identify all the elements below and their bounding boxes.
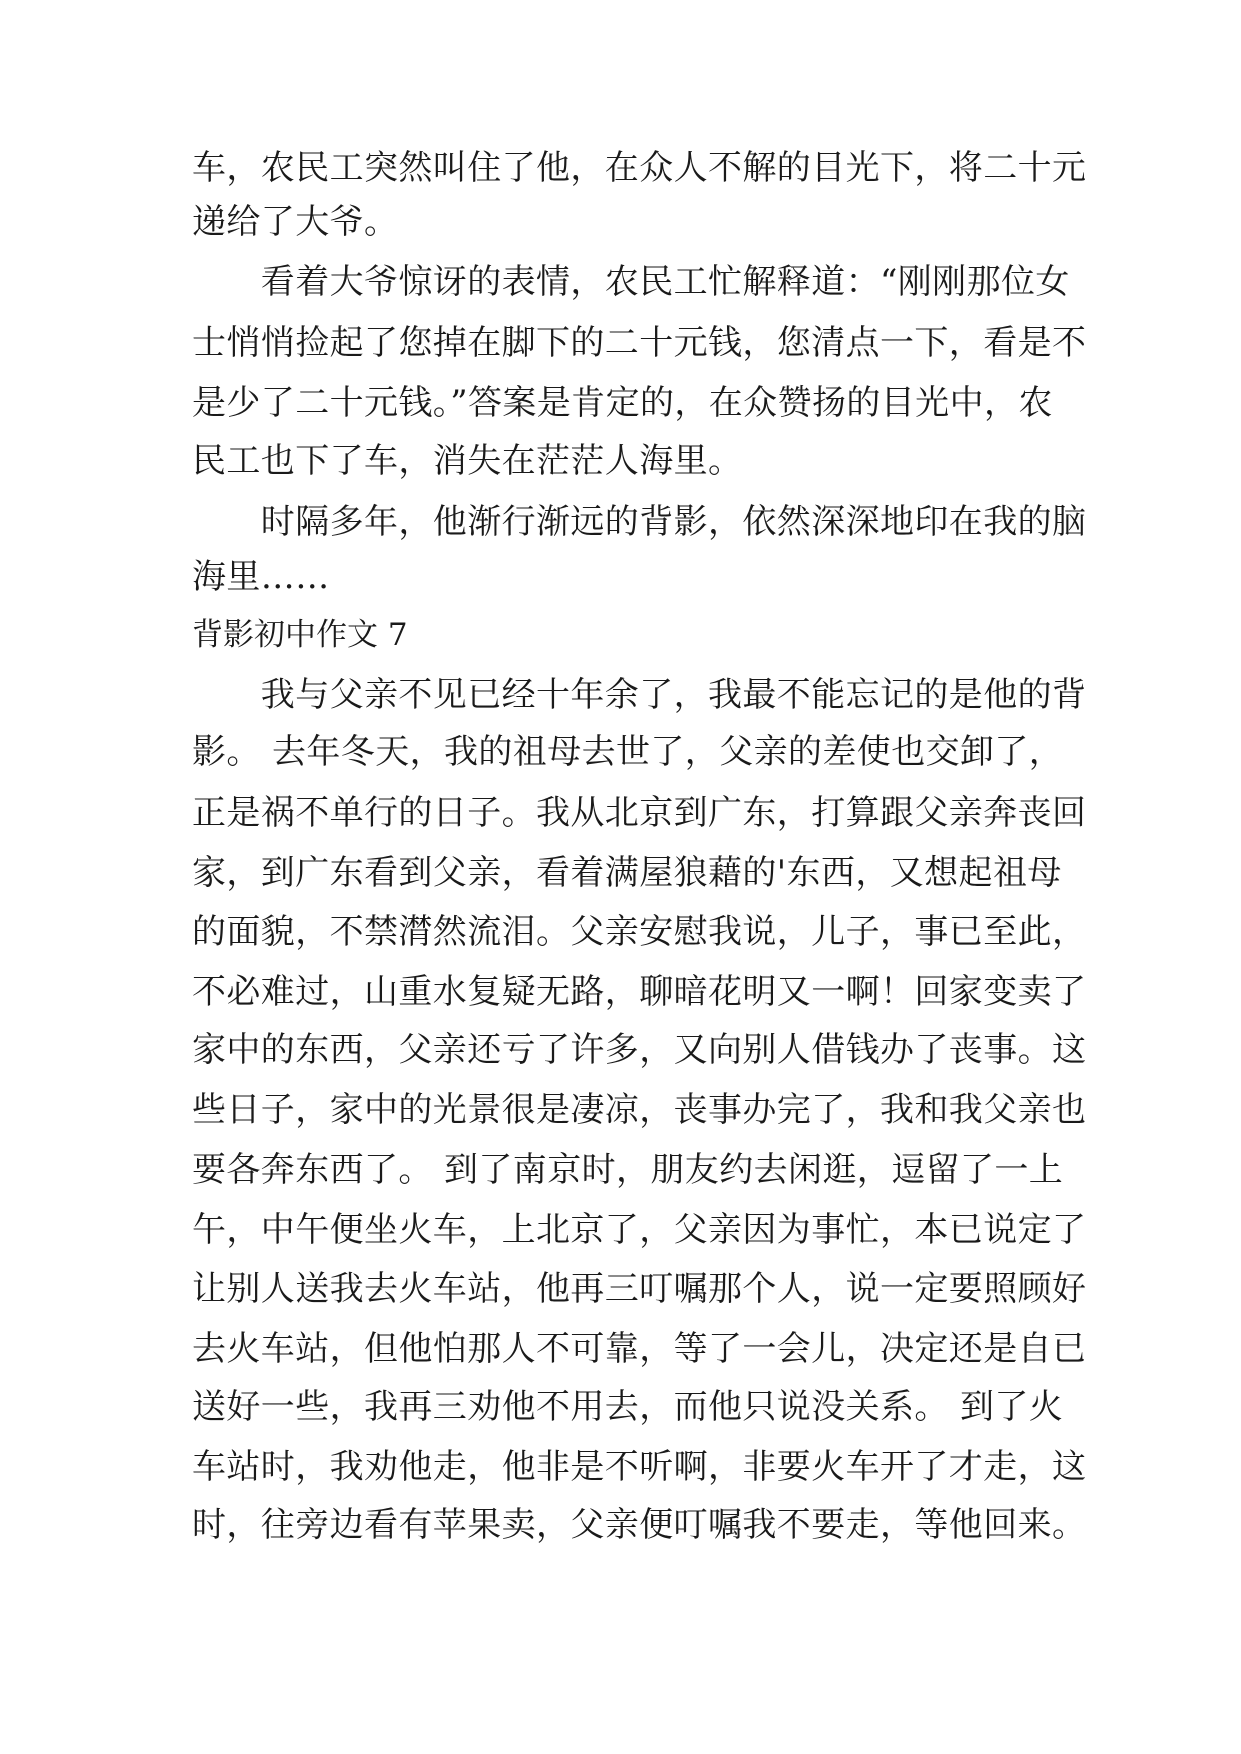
text-line: 车，农民工突然叫住了他，在众人不解的目光下，将二十元 [192,148,1087,188]
text-line: 要各奔东西了。 到了南京时，朋友约去闲逛，逗留了一上 [192,1150,1064,1190]
text-line: 海里…… [192,557,330,597]
text-line: 家中的东西，父亲还亏了许多，又向别人借钱办了丧事。这 [192,1030,1087,1070]
text-line: 车站时，我劝他走，他非是不听啊，非要火车开了才走，这 [192,1447,1087,1487]
text-line: 影。 去年冬天，我的祖母去世了，父亲的差使也交卸了， [192,732,1064,772]
text-line: 些日子，家中的光景很是凄凉，丧事办完了，我和我父亲也 [192,1090,1087,1130]
text-line: 是少了二十元钱。”答案是肯定的，在众赞扬的目光中，农 [192,383,1053,423]
text-line: 时隔多年，他渐行渐远的背影，依然深深地印在我的脑 [192,502,1087,542]
text-line: 士悄悄捡起了您掉在脚下的二十元钱，您清点一下，看是不 [192,323,1087,363]
section-heading: 背影初中作文 7 [192,617,408,653]
text-line: 民工也下了车，消失在茫茫人海里。 [192,441,743,481]
text-line: 看着大爷惊讶的表情，农民工忙解释道：“刚刚那位女 [192,262,1070,302]
text-line: 午，中午便坐火车，上北京了，父亲因为事忙，本已说定了 [192,1210,1087,1250]
text-line: 的面貌，不禁潸然流泪。父亲安慰我说，儿子，事已至此， [192,912,1087,952]
text-line: 去火车站，但他怕那人不可靠，等了一会儿，决定还是自已 [192,1329,1087,1369]
text-line: 不必难过，山重水复疑无路，聊暗花明又一啊！回家变卖了 [192,972,1087,1012]
text-line: 我与父亲不见已经十年余了，我最不能忘记的是他的背 [192,675,1087,715]
text-line: 让别人送我去火车站，他再三叮嘱那个人，说一定要照顾好 [192,1269,1087,1309]
text-line: 递给了大爷。 [192,202,399,242]
text-line: 家，到广东看到父亲，看着满屋狼藉的'东西，又想起祖母 [192,853,1062,893]
text-line: 时，往旁边看有苹果卖，父亲便叮嘱我不要走，等他回来。 [192,1505,1087,1545]
text-line: 正是祸不单行的日子。我从北京到广东，打算跟父亲奔丧回 [192,793,1087,833]
text-line: 送好一些，我再三劝他不用去，而他只说没关系。 到了火 [192,1387,1064,1427]
